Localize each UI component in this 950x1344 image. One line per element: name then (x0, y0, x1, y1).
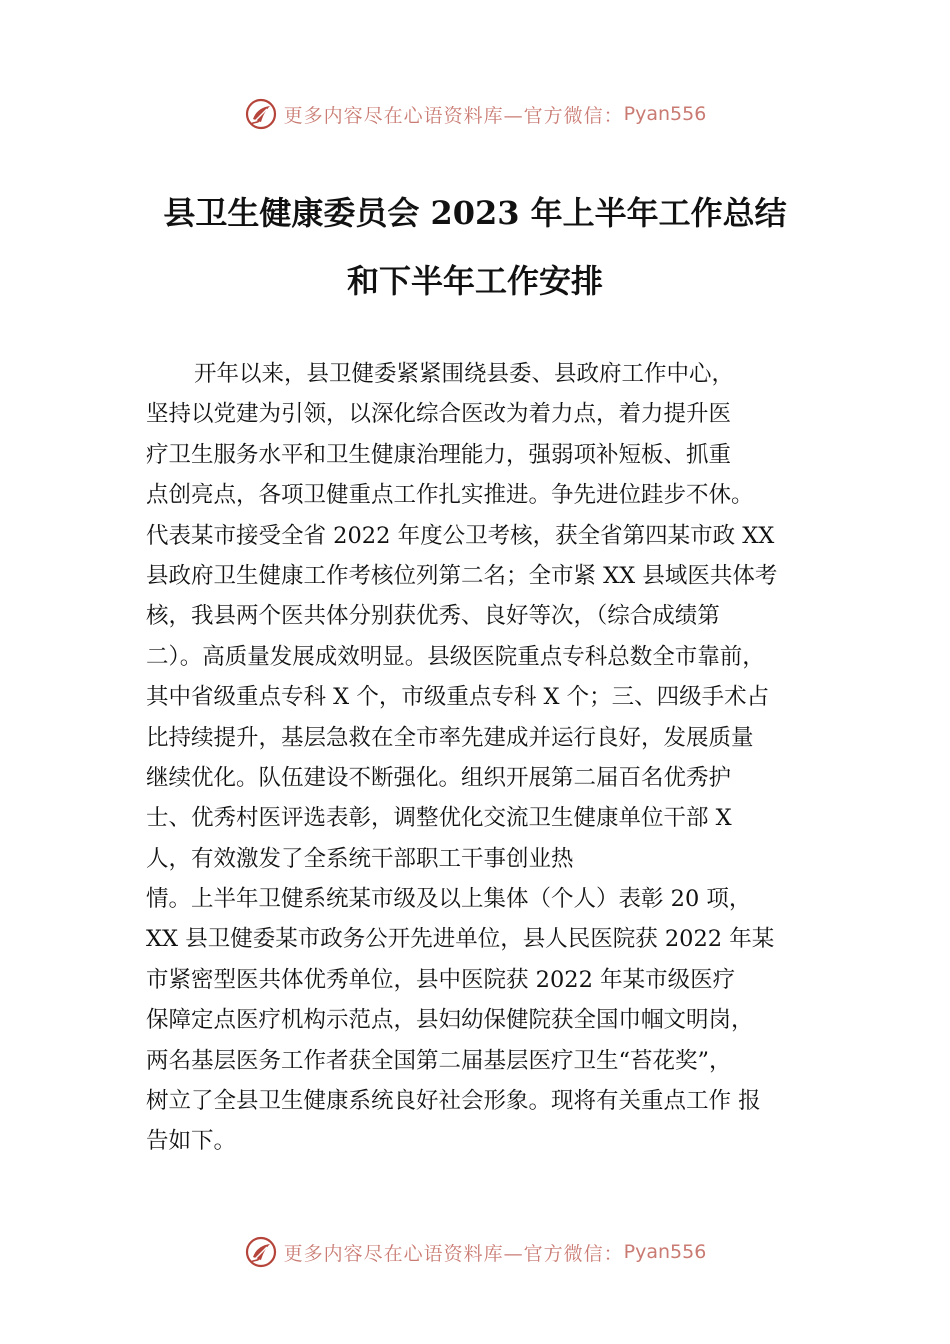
body-line: 士、优秀村医评选表彰，调整优化交流卫生健康单位干部 X (146, 805, 732, 832)
body-line: 保障定点医疗机构示范点，县妇幼保健院获全国巾帼文明岗， (146, 1007, 754, 1034)
watermark-text: 更多内容尽在心语资料库—官方微信： (283, 1242, 624, 1265)
body-line: 人，有效激发了全系统干部职工干事创业热 (146, 845, 574, 872)
brand-logo-icon (244, 97, 278, 131)
body-line: 比持续提升，基层急救在全市率先建成并运行良好，发展质量 (146, 724, 754, 751)
body-line: 两名基层医务工作者获全国第二届基层医疗卫生“苔花奖”， (146, 1047, 732, 1074)
body-line: 其中省级重点专科 X 个，市级重点专科 X 个；三、四级手术占 (146, 684, 770, 711)
body-line: 点创亮点，各项卫健重点工作扎实推进。争先进位跬步不休。 (146, 482, 754, 509)
body-line: 二）。高质量发展成效明显。县级医院重点专科总数全市靠前， (146, 643, 765, 670)
document-title-line-1: 县卫生健康委员会 2023 年上半年工作总结 (163, 194, 787, 232)
body-line: 继续优化。队伍建设不断强化。组织开展第二届百名优秀护 (146, 764, 732, 791)
watermark-text: 更多内容尽在心语资料库—官方微信： (283, 104, 624, 127)
brand-logo-icon (244, 1235, 278, 1269)
document-title-line-2: 和下半年工作安排 (346, 262, 603, 300)
watermark-contact: Pyan556 (623, 1241, 707, 1263)
body-line: 核，我县两个医共体分别获优秀、良好等次，（综合成绩第 (146, 603, 720, 630)
watermark-contact: Pyan556 (623, 103, 707, 125)
body-line: XX 县卫健委某市政务公开先进单位，县人民医院获 2022 年某 (146, 926, 775, 953)
watermark-banner-top (0, 94, 950, 134)
body-line: 树立了全县卫生健康系统良好社会形象。现将有关重点工作 报 (146, 1088, 761, 1115)
body-line: 告如下。 (146, 1128, 237, 1155)
watermark-banner-bottom (0, 1232, 950, 1272)
body-line: 代表某市接受全省 2022 年度公卫考核，获全省第四某市政 XX (146, 522, 775, 549)
body-line: 坚持以党建为引领，以深化综合医改为着力点，着力提升医 (146, 401, 732, 428)
body-line: 情。上半年卫健系统某市级及以上集体（个人）表彰 20 项， (146, 886, 752, 913)
body-line: 疗卫生服务水平和卫生健康治理能力，强弱项补短板、抓重 (146, 441, 732, 468)
body-line: 市紧密型医共体优秀单位，县中医院获 2022 年某市级医疗 (146, 966, 736, 993)
body-line: 县政府卫生健康工作考核位列第二名；全市紧 XX 县域医共体考 (146, 562, 778, 589)
document-body (146, 354, 832, 1162)
body-line: 开年以来，县卫健委紧紧围绕县委、县政府工作中心， (194, 361, 735, 387)
